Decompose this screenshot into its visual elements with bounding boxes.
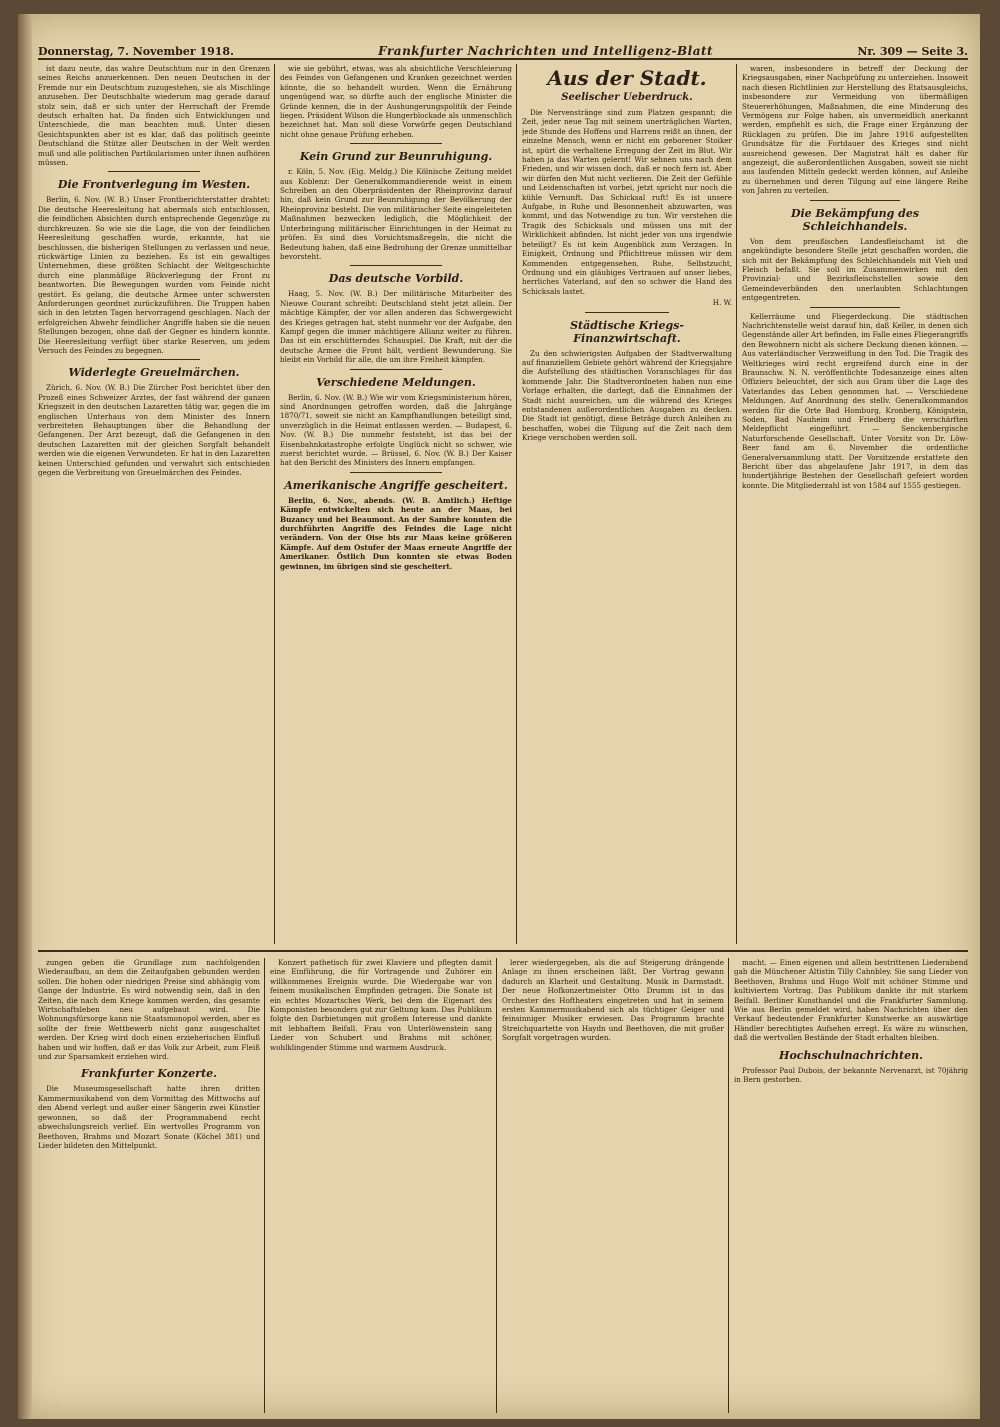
feuilleton-rule [38, 950, 968, 952]
col1-headline-2: Widerlegte Greuelmärchen. [68, 366, 240, 380]
col2-headline-1: Kein Grund zur Beunruhigung. [299, 150, 493, 164]
bottom-col1-intro: zungen geben die Grundlage zum nachfolgenden Wiederaufbau, an dem die Zeitaufgaben gebunden werden sollen. Die hohen oder niedrigen Preise sind abhängig vom Gange der Industrie. Es wird notwendig sein, daß in den Zeiten, die nach dem Kriege kommen werden, das gesamte Wirtschaftsleben neu aufgebaut wird. Die Wohnungsfürsorge kann nie Staatsmonopol werden, aber es sollte der freie Wettbewerb nicht ganz ausgeschaltet werden. Der Krieg wird doch einen erzieherischen Einfluß haben und wir hoffen, daß er das Volk zur Arbeit, zum Fleiß und zur Sparsamkeit erziehen wird. [38, 958, 260, 1062]
column-1 [38, 64, 270, 944]
column-4 [742, 64, 968, 944]
col3-article-2: Zu den schwierigsten Aufgaben der Stadtverwaltung auf finanziellem Gebiete gehört während der Kriegsjahre die Aufstellung des städtischen Voranschlages für das kommende Jahr. Die Stadtverordneten haben nun eine Vorlage erhalten, die darlegt, daß die Einnahmen der Stadt nicht ausreichen, um die während des Krieges entstandenen außerordentlichen Ausgaben zu decken. Die Stadt ist genötigt, diese Beträge durch Anleihen zu beschaffen, wobei die Tilgung auf die Zeit nach dem Kriege verschoben werden soll. [522, 348, 732, 443]
col4-notices: Kellerräume und Fliegerdeckung. Die städtischen Nachrichtenstelle weist darauf hin, daß Keller, in denen sich Gegenstände aller Art befinden, im Falle eines Fliegerangriffs den Bewohnern nicht als sichere Deckung dienen können. — Aus vaterländischer Verzweiflung in den Tod. Die Tragik des Weltkrieges wird recht ergreifend durch eine in der Braunschw. N. N. veröffentlichte Todesanzeige eines alten Offiziers beleuchtet, der sich aus Gram über die Lage des Vaterlandes das Leben genommen hat. — Verschiedene Meldungen. Auf Anordnung des stellv. Generalkommandos werden für die Orte Bad Homburg, Kronberg, Königstein, Soden, Bad Nauheim und Friedberg die verschärften Meldepflicht eingeführt. — Senckenbergische Naturforschende Gesellschaft. Unter Vorsitz von Dr. Löw-Beer fand am 6. November die ordentliche Generalversammlung statt. Der Vorsitzende erstattete den Bericht über das abgelaufene Jahr 1917, in dem das hundertjährige Bestehen der Gesellschaft gefeiert worden konnte. Die Mitgliederzahl ist von 1584 auf 1555 gestiegen. [742, 311, 968, 490]
col3-headline-1: Seelischer Ueberdruck. [561, 92, 693, 103]
bottom-col1-headline: Frankfurter Konzerte. [81, 1067, 217, 1081]
col4-intro: waren, insbesondere in betreff der Deckung der Kriegsausgaben, einer Nachprüfung zu unterziehen. Insoweit nach diesen Richtlinien zur Herstellung des Etatsausgleichs, insbesondere zur Vermeidung von übermäßigen Steuererhöhungen, Maßnahmen, die eine Minderung des Vermögens zur Folge haben, als unvermeidlich anerkannt werden, empfiehlt es sich, die Frage einer Ergänzung der Rücklagen zu prüfen. Die im Jahre 1916 aufgestellten Grundsätze für die Fortdauer des Krieges sind nicht ausreichend gewesen. Der Magistrat hält es daher für angezeigt, die außerordentlichen Ausgaben, soweit sie nicht aus laufenden Mitteln gedeckt werden können, auf Anleihe zu übernehmen und deren Tilgung auf eine längere Reihe von Jahren zu verteilen. [742, 64, 968, 196]
col1-headline-1: Die Frontverlegung im Westen. [57, 178, 251, 192]
col2-article-2: Haag, 5. Nov. (W. B.) Der militärische Mitarbeiter des Nieuwe Courant schreibt: Deutschland steht jetzt allein. Der mächtige Kämpfer, der vor allen anderen das Schwergewicht des Krieges getragen hat, steht nunmehr vor der Aufgabe, den Kampf gegen die immer mächtigere Allianz weiter zu führen. Das ist ein erschütterndes Schauspiel. Die Kraft, mit der die deutsche Armee die Front hält, verdient Bewunderung. Sie bleibt ein Vorbild für alle, die um ihre Freiheit kämpfen. [280, 289, 512, 365]
column-rule [274, 64, 275, 944]
newspaper-page [18, 14, 980, 1419]
column-rule [264, 958, 265, 1413]
col3-article-1: Die Nervenstränge sind zum Platzen gespannt; die Zeit, jeder neue Tag mit seinem unerträglichen Warten, jede Stunde des Hoffens und Harrens reißt an ihnen, der einzelne Mensch, wenn er nicht ein geborener Stoiker ist, spürt die verhaltene Erregung der Zeit im Blut. Wir haben ja das Warten gelernt! Wir sehnen uns nach dem Frieden, und wir wissen doch, daß er noch fern ist. Aber wir dürfen den Mut nicht verlieren. Die Zeit der Gefühle und Leidenschaften ist vorbei, jetzt spricht nur noch die kühle Vernunft. Das Schicksal ruft! Es ist unsere Aufgabe, in Ruhe und Besonnenheit abzuwarten, was kommt, und das Notwendige zu tun. Wir verstehen die Tragik des Schicksals und müssen uns mit der Wirklichkeit abfinden. Ist nicht jeder von uns irgendwie beteiligt? Es ist kein Augenblick zum Verzagen. In Einigkeit, Ordnung und Pflichttreue müssen wir dem Kommenden entgegensehen. Ruhe, Selbstzucht, Ordnung und ein gläubiges Vertrauen auf unser liebes, herrliches Vaterland, auf den so schwer die Hand des Schicksals lastet. [522, 108, 732, 296]
header-issue: Nr. 309 — Seite 3. [857, 45, 968, 58]
page-binding [18, 14, 32, 1419]
col2-article-3: Berlin, 6. Nov. (W. B.) Wie wir vom Kriegsministerium hören, sind Anordnungen getroffen worden, daß die Jahrgänge 1870/71, soweit sie nicht an Kampfhandlungen beteiligt sind, unverzüglich in die Heimat entlassen werden. — Budapest, 6. Nov. (W. B.) Die nunmehr feststeht, ist das bei der Eisenbahnkatastrophe erfolgte Unglück nicht so schwer, wie zuerst berichtet wurde. — Brüssel, 6. Nov. (W. B.) Der Kaiser hat den Bericht des Ministers des Innern empfangen. [280, 392, 512, 468]
col1-intro: ist dazu neute, das wahre Deutschtum nur in den Grenzen seines Reichs anzuerkennen. Den neuen Deutschen in der Fremde nur ein Deutschtum zuzugestehen, sie als Mischlinge anzusehen. Der Deutschbalte wiederum mag gerade darauf stolz sein, daß er sich unter der Herrschaft der Fremde deutsch erhalten hat. Da finden sich Entwicklungen und Unterschiede, die man beachten muß. Unter diesen Gesichtspunkten aber ist es klar, daß das politisch geeinte Deutschland die Stütze aller Deutschen in der Welt werden muß und alle politischen Partikularismen unter ihnen aufhören müssen. [38, 64, 270, 168]
bottom-col1-article: Die Museumsgesellschaft hatte ihren dritten Kammermusikabend von dem Vormittag des Mittwochs auf den Abend verlegt und außer einer Sängerin zwei Künstler gewonnen, so daß der Programmabend recht abwechslungsreich verlief. Ein wertvolles Programm von Beethoven, Brahms und Mozart Sonate (Köchel 381) und Lieder bildeten den Mittelpunkt. [38, 1084, 260, 1150]
page-header [38, 36, 968, 60]
col2-intro: wie sie gebührt, etwas, was als absichtliche Verschleierung des Feindes von Gefangenen und Kranken gezeichnet werden könnte, die so behandelt wurden. Wenn die Ernährung ungenügend war, so dürfte auch der englische Minister die Gründe kennen, die in der Aushungerungspolitik der Feinde liegen. Präsident Wilson die Hungerblockade als unmenschlich bezeichnet hat. Man soll diese Vorwürfe gegen Deutschland nicht ohne genaue Prüfung erheben. [280, 64, 512, 139]
header-date: Donnerstag, 7. November 1918. [38, 45, 234, 58]
bottom-col4-headline: Hochschulnachrichten. [779, 1048, 923, 1062]
col3-section-title: Aus der Stadt. [547, 66, 707, 90]
col1-article-2: Zürich, 6. Nov. (W. B.) Die Zürcher Post berichtet über den Prozeß eines Schweizer Arztes, der fast während der ganzen Kriegszeit in den deutschen Lazaretten tätig war, gegen die im englischen Unterhaus von dem Minister des Innern verbreiteten Behauptungen über die Behandlung der Gefangenen. Der Arzt bezeugt, daß die Gefangenen in den deutschen Lazaretten mit der gleichen Sorgfalt behandelt werden wie die eigenen Verwundeten. Er hat in den Lazaretten keinen Unterschied gefunden und verwahrt sich entschieden gegen die Verbreitung von Greuelmärchen des Feindes. [38, 383, 270, 478]
col2-headline-4: Amerikanische Angriffe gescheitert. [284, 478, 508, 492]
bottom-column-4 [734, 958, 968, 1413]
separator [810, 307, 900, 308]
bottom-col4-text: macht. — Einen eigenen und allein bestrittenen Liederabend gab die Münchener Altistin Tilly Cahnbley. Sie sang Lieder von Beethoven, Brahms und Hugo Wolf mit schöner Stimme und kultiviertem Vortrag. Das Publikum dankte ihr mit starkem Beifall. Berliner Kunsthandel und die Frankfurter Sammlung. Wie aus Berlin gemeldet wird, haben Nachrichten über den Verkauf bedeutender Frankfurter Kunstwerke an auswärtige Händler berechtigtes Aufsehen erregt. Es wäre zu wünschen, daß die wertvollen Bestände der Stadt erhalten bleiben. [734, 958, 968, 1043]
separator [810, 200, 900, 201]
column-2 [280, 64, 512, 944]
col2-article-1: r. Köln, 5. Nov. (Eig. Meldg.) Die Kölnische Zeitung meldet aus Koblenz: Der Generalkommandierende weist in einem Schreiben an den Oberpräsidenten der Rheinprovinz darauf hin, daß kein Grund zur Beunruhigung der Bevölkerung der Rheinprovinz besteht. Die von militärischer Seite eingeleiteten Maßnahmen bezwecken lediglich, die Möglichkeit der Unterbringung militärischer Einrichtungen in der Heimat zu prüfen. Es sind dies Vorsichtsmaßregeln, die nicht die Bedeutung haben, daß eine Bedrohung der Grenze unmittelbar bevorsteht. [280, 167, 512, 261]
col2-article-4: Berlin, 6. Nov., abends. (W. B. Amtlich.) Heftige Kämpfe entwickelten sich heute an der Maas, bei Buzancy und bei Beaumont. An der Sambre konnten die durchführten Angriffe des Feindes die Lage nicht verändern. Von der Oise bis zur Maas keine größeren Kämpfe. Auf dem Ostufer der Maas erneute Angriffe der Amerikaner. Östlich Dun konnten sie etwas Boden gewinnen, im übrigen sind sie gescheitert. [280, 495, 512, 571]
col4-headline-1: Die Bekämpfung des Schleichhandels. [790, 206, 920, 233]
col3-headline-2: Städtische Kriegs-Finanzwirtschaft. [570, 318, 684, 345]
bottom-col3-text: lerer wiedergegeben, als die auf Steigerung drängende Anlage zu ihnen erscheinen läßt. Der Vortrag gewann dadurch an Klarheit und Gestaltung. Musik in Darmstadt. Der neue Hofkonzertmeister Otto Drumm ist in das Orchester des Hoftheaters eingetreten und hat in seinem ersten Kammermusikabend sich als tüchtiger Geiger und feinsinniger Musiker erwiesen. Das Programm brachte Streichquartette von Haydn und Beethoven, die mit großer Sorgfalt vorgetragen wurden. [502, 958, 724, 1043]
bottom-column-2 [270, 958, 492, 1413]
column-rule [736, 64, 737, 944]
column-3 [522, 64, 732, 944]
col1-article-1: Berlin, 6. Nov. (W. B.) Unser Frontberichterstatter drahtet: Die deutsche Heeresleitung hat abermals sich entschlossen, die feindlichen Absichten durch entsprechende Gegenzüge zu durchkreuzen. So wie sie die Lage, die von der feindlichen Heeresleitung geschaffen wurde, erkannte, hat sie beschlossen, die bisherigen Stellungen zu verlassen und neue, rückwärtige Linien zu beziehen. Es ist ein gewaltiges Unternehmen, diese größten Schlacht der Weltgeschichte durch eine planmäßige Rückverlegung der Front zu beantworten. Die Bewegungen wurden vom Feinde nicht gestört. Es gelang, die deutsche Armee unter schwersten Anforderungen geordnet zurückzuführen. Die Truppen haben sich in den letzten Tagen hervorragend geschlagen. Nach der erfolgreichen Abwehr feindlicher Angriffe haben sie die neuen Stellungen bezogen, ohne daß der Gegner es hindern konnte. Die Heeresleitung verfügt über starke Reserven, um jedem Versuch des Feindes zu begegnen. [38, 195, 270, 355]
column-rule [516, 64, 517, 944]
col3-signature: H. W. [712, 298, 732, 308]
bottom-col4-tail: Professor Paul Dubois, der bekannte Nervenarzt, ist 70jährig in Bern gestorben. [734, 1065, 968, 1085]
separator [350, 369, 443, 370]
separator [108, 359, 201, 360]
bottom-col2-text: Konzert pathetisch für zwei Klaviere und pflegten damit eine Einführung, die für Vortragende und Zuhörer ein willkommenes Ereignis wurde. Die Wiedergabe war von feinem musikalischen Empfinden getragen. Die Sonate ist ein echtes Mozartsches Werk, bei dem die Eigenart des Komponisten besonders gut zur Geltung kam. Das Publikum folgte den Darbietungen mit großem Interesse und dankte mit lebhaftem Beifall. Frau von Unterlöwenstein sang Lieder von Schubert und Brahms mit schöner, wohlklingender Stimme und warmem Ausdruck. [270, 958, 492, 1052]
col2-headline-2: Das deutsche Vorbild. [328, 272, 464, 286]
header-masthead: Frankfurter Nachrichten und Intelligenz-Blatt [378, 44, 714, 58]
col4-article-1: Von dem preußischen Landesfleischamt ist die angekündigte besondere Stelle jetzt geschaffen worden, die sich mit der Bekämpfung des Schleichhandels mit Vieh und Fleisch befaßt. Sie soll im Zusammenwirken mit den Provinzial- und Bezirksfleischstellen sowie den Gemeindeverbänden den unerlaubten Schlachtungen entgegentreten. [742, 236, 968, 303]
bottom-column-1 [38, 958, 260, 1413]
col2-headline-3: Verschiedene Meldungen. [316, 375, 476, 389]
separator [350, 143, 443, 144]
bottom-column-3 [502, 958, 724, 1413]
separator [585, 312, 669, 313]
separator [350, 265, 443, 266]
column-rule [496, 958, 497, 1413]
column-rule [728, 958, 729, 1413]
separator [108, 171, 201, 172]
separator [350, 472, 443, 473]
